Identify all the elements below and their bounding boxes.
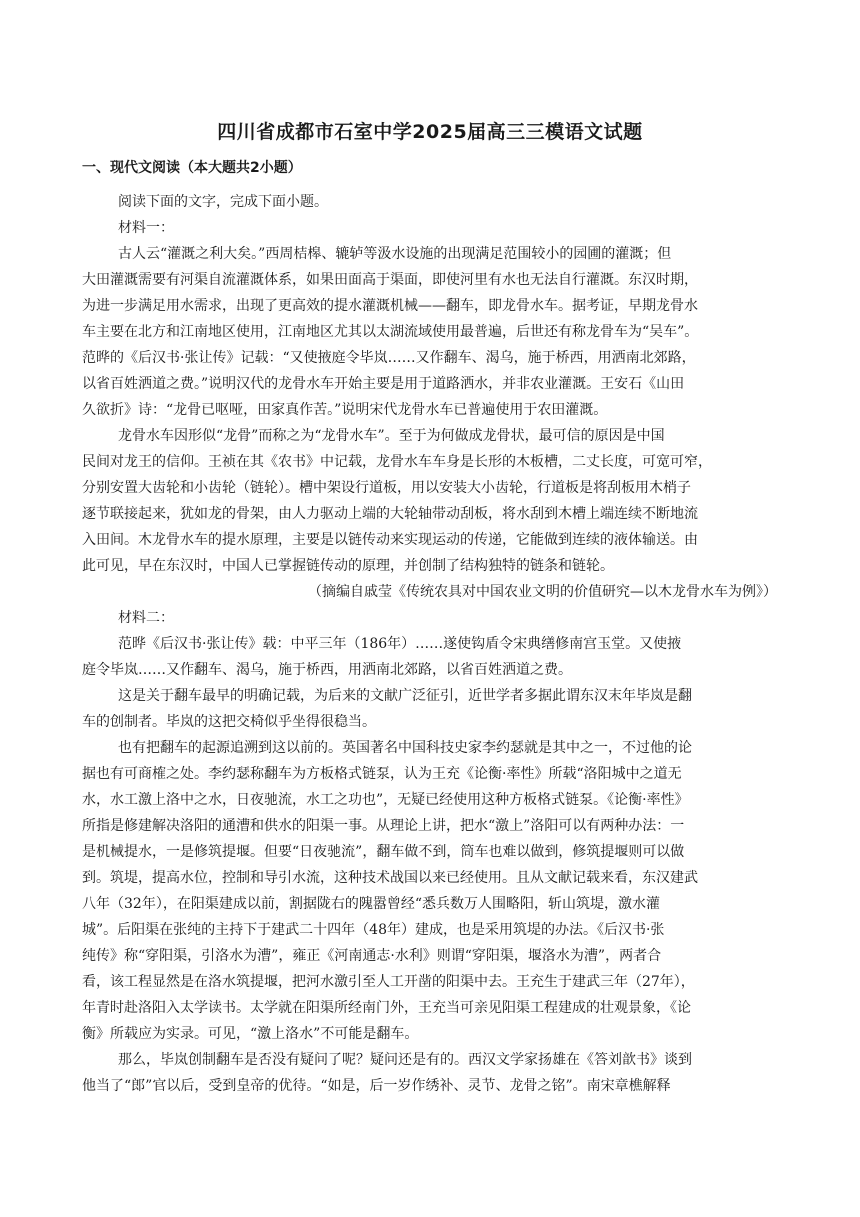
paragraph-line: 纯传》称“穿阳渠，引洛水为漕”，雍正《河南通志·水利》则谓“穿阳渠，堰洛水为漕”，两者合 xyxy=(82,948,662,964)
document-title: 四川省成都市石室中学2025届高三三模语文试题 xyxy=(217,121,643,143)
paragraph-line: 民间对龙王的信仰。王祯在其《农书》中记载，龙骨水车车身是长形的木板槽，二丈长度，可宽可窄， xyxy=(82,454,712,470)
paragraph-line: 车主要在北方和江南地区使用，江南地区尤其以太湖流域使用最普遍，后世还有称龙骨车为“吴车”。 xyxy=(82,324,699,340)
paragraph-line: 庭令毕岚……又作翻车、渴乌，施于桥西，用洒南北郊路，以省百姓洒道之费。 xyxy=(82,662,572,678)
paragraph-line: 城”。后阳渠在张纯的主持下于建武二十四年（48年）建成，也是采用筑堤的办法。《后汉书·张 xyxy=(82,922,665,938)
paragraph-line: 范晔《后汉书·张让传》载：中平三年（186年）……遂使钩盾令宋典缮修南宫玉堂。又使掖 xyxy=(118,636,682,652)
paragraph-line: 逐节联接起来，犹如龙的骨架，由人力驱动上端的大轮轴带动刮板，将水刮到木槽上端连续不断地流 xyxy=(82,506,698,522)
source-note: （摘编自戚莹《传统农具对中国农业文明的价值研究—以木龙骨水车为例》） xyxy=(308,584,777,600)
paragraph-line: 所指是修建解决洛阳的通漕和供水的阳渠一事。从理论上讲，把水“激上”洛阳可以有两种办法：一 xyxy=(82,818,685,834)
paragraph-line: 八年（32年），在阳渠建成以前，割据陇右的隗嚣曾经“悉兵数万人围略阳，斩山筑堤，激水灌 xyxy=(82,896,660,912)
paragraph-line: 这是关于翻车最早的明确记载，为后来的文献广泛征引，近世学者多据此谓东汉末年毕岚是翻 xyxy=(118,688,692,704)
paragraph-line: 久欲折》诗：“龙骨已呕哑，田家真作苦。”说明宋代龙骨水车已普遍使用于农田灌溉。 xyxy=(82,402,608,418)
paragraph-line: 入田间。木龙骨水车的提水原理，主要是以链传动来实现运动的传递，它能做到连续的液体输送。由 xyxy=(82,532,698,548)
section-heading: 一、现代文阅读（本大题共2小题） xyxy=(82,160,302,176)
material-two-label: 材料二： xyxy=(118,610,174,626)
instruction-text: 阅读下面的文字，完成下面小题。 xyxy=(118,194,328,210)
paragraph-line: 大田灌溉需要有河渠自流灌溉体系，如果田面高于渠面，即使河里有水也无法自行灌溉。东汉时期， xyxy=(82,272,698,288)
paragraph-line: 龙骨水车因形似“龙骨”而称之为“龙骨水车”。至于为何做成龙骨状，最可信的原因是中国 xyxy=(118,428,665,444)
paragraph-line: 水，水工激上洛中之水，日夜驰流，水工之功也”，无疑已经使用这种方板格式链泵。《论衡·率性》 xyxy=(82,792,689,808)
paragraph-line: 据也有可商榷之处。李约瑟称翻车为方板格式链泵，认为王充《论衡·率性》所载“洛阳城中之道无 xyxy=(82,766,682,782)
paragraph-line: 到。筑堤，提高水位，控制和导引水流，这种技术战国以来已经使用。且从文献记载来看，东汉建武 xyxy=(82,870,698,886)
paragraph-line: 看，该工程显然是在洛水筑提堰，把河水激引至人工开凿的阳渠中去。王充生于建武三年（27年）， xyxy=(82,974,695,990)
paragraph-line: 为进一步满足用水需求，出现了更高效的提水灌溉机械——翻车，即龙骨水车。据考证，早期龙骨水 xyxy=(82,298,698,314)
paragraph-line: 分别安置大齿轮和小齿轮（链轮）。槽中架设行道板，用以安装大小齿轮，行道板是将刮板用木梢子 xyxy=(82,480,691,496)
paragraph-line: 是机械提水，一是修筑提堰。但要“日夜驰流”，翻车做不到，筒车也难以做到，修筑提堰则可以做 xyxy=(82,844,685,860)
material-one-label: 材料一： xyxy=(118,220,174,236)
paragraph-line: 范晔的《后汉书·张让传》记载：“又使掖庭令毕岚……又作翻车、渴乌，施于桥西，用洒南北郊路， xyxy=(82,350,696,366)
paragraph-line: 也有把翻车的起源追溯到这以前的。英国著名中国科技史家李约瑟就是其中之一，不过他的论 xyxy=(118,740,692,756)
paragraph-line: 年青时赴洛阳入太学读书。太学就在阳渠所经南门外，王充当可亲见阳渠工程建成的壮观景象，《论 xyxy=(82,1000,691,1016)
paragraph-line: 车的创制者。毕岚的这把交椅似乎坐得很稳当。 xyxy=(82,714,376,730)
paragraph-line: 以省百姓洒道之费。”说明汉代的龙骨水车开始主要是用于道路洒水，并非农业灌溉。王安石《山田 xyxy=(82,376,685,392)
paragraph-line: 古人云“灌溉之利大矣。”西周桔槔、辘轳等汲水设施的出现满足范围较小的园圃的灌溉；但 xyxy=(118,246,672,262)
paragraph-line: 那么，毕岚创制翻车是否没有疑问了呢？疑问还是有的。西汉文学家扬雄在《答刘歆书》谈到 xyxy=(118,1052,692,1068)
paragraph-line: 衡》所载应为实录。可见，“激上洛水”不可能是翻车。 xyxy=(82,1026,419,1042)
paragraph-line: 此可见，早在东汉时，中国人已掌握链传动的原理，并创制了结构独特的链条和链轮。 xyxy=(82,558,614,574)
paragraph-line: 他当了“郎”官以后，受到皇帝的优待。“如是，后一岁作绣补、灵节、龙骨之铭”。南宋章樵解释 xyxy=(82,1078,671,1094)
